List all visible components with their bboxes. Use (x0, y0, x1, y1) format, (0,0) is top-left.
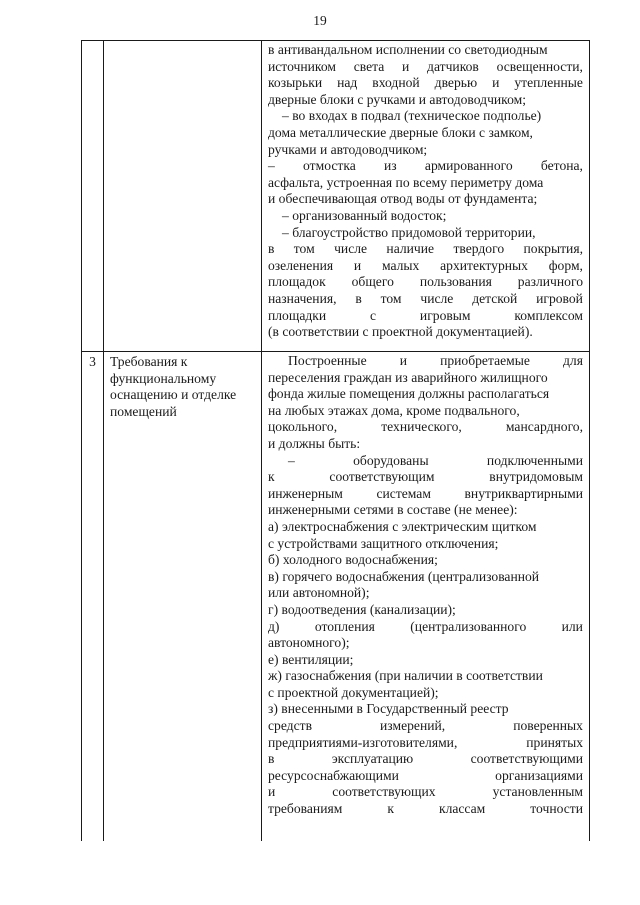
word: игровым (419, 307, 471, 323)
description-line: и обеспечивающая отвод воды от фундамента; (268, 191, 538, 207)
description-line: – организованный водосток; (282, 207, 447, 223)
description-line: автономного); (268, 635, 350, 651)
word: соответствующих (332, 784, 436, 800)
description-line (268, 469, 583, 486)
description-line: в) горячего водоснабжения (централизованной (268, 568, 540, 584)
description-line: дверные блоки с ручками и автодоводчиком; (268, 91, 527, 107)
description-line (268, 353, 583, 370)
description-line (268, 308, 583, 325)
description-cell (262, 352, 590, 842)
word: требованиям (268, 801, 343, 817)
word: системам (376, 485, 431, 501)
word: цокольного, (268, 419, 338, 435)
word: для (563, 353, 583, 368)
word: комплексом (514, 307, 583, 323)
word: организациями (495, 767, 583, 783)
description-line (268, 158, 583, 175)
word: поверенных (513, 718, 583, 734)
description-line (268, 291, 583, 308)
word: входной (372, 75, 420, 91)
word: назначения, (268, 290, 337, 306)
requirements-table (81, 40, 590, 841)
word: источником (268, 58, 336, 74)
requirement-line: оснащению и отделке (110, 387, 237, 403)
description-line (268, 59, 583, 76)
description-line (268, 718, 583, 735)
word: форм, (548, 257, 583, 273)
description-line (268, 784, 583, 801)
description-line: ж) газоснабжения (при наличии в соответствии (268, 668, 543, 684)
word: эксплуатацию (331, 751, 414, 767)
word: площадки (268, 307, 327, 323)
word: или (561, 618, 583, 634)
description-line: переселения граждан из аварийного жилищного (268, 369, 548, 385)
description-line: с устройствами защитного отключения; (268, 535, 499, 551)
description-line (268, 801, 583, 818)
word: твердого (453, 241, 505, 257)
description-line (268, 419, 583, 436)
word: наличие (386, 241, 435, 257)
word: Построенные (288, 353, 367, 368)
word: соответствующим (329, 469, 435, 485)
word: технического, (381, 419, 462, 435)
word: озеленения (268, 257, 334, 273)
word: и (492, 75, 500, 91)
description-line: или автономной); (268, 585, 370, 601)
description-line: дома металлические дверные блоки с замком, (268, 124, 533, 140)
word: соответствующими (470, 751, 583, 767)
description-line: з) внесенными в Государственный реестр (268, 701, 509, 717)
word: отмостка (303, 158, 356, 174)
word: освещенности, (496, 58, 583, 74)
word: дверью (434, 75, 478, 91)
word: измерений, (380, 718, 446, 734)
description-line (268, 453, 583, 470)
description-line (268, 486, 583, 503)
description-line: – благоустройство придомовой территории, (282, 224, 536, 240)
word: малых (381, 257, 420, 273)
word: к (268, 469, 275, 485)
word: общего (351, 274, 394, 290)
requirement-line: функциональному (110, 370, 217, 386)
word: ресурсоснабжающими (268, 767, 399, 783)
requirement-line: помещений (110, 403, 177, 419)
word: с (370, 307, 377, 323)
description-line: в антивандальном исполнении со светодиодным (268, 42, 548, 57)
requirement-line: Требования к (110, 354, 188, 369)
word: пользования (419, 274, 492, 290)
description-line (268, 75, 583, 92)
word: из (384, 158, 397, 174)
word: архитектурных (440, 257, 528, 273)
description-line: г) водоотведения (канализации); (268, 601, 456, 617)
word: предприятиями-изготовителями, (268, 734, 458, 750)
word: (централизованного (410, 618, 527, 634)
word: том (293, 241, 315, 257)
word: подключенными (486, 452, 583, 468)
description-line: фонда жилые помещения должны располагаться (268, 386, 550, 402)
table-row (82, 352, 590, 842)
description-line: асфальта, устроенная по всему периметру дома (268, 174, 544, 190)
word: в (268, 241, 275, 257)
page-number: 19 (313, 13, 327, 28)
word: – (288, 452, 295, 468)
word: и (353, 257, 362, 273)
word: и (268, 784, 276, 800)
description-line (268, 768, 583, 785)
word: в (355, 290, 362, 306)
word: внутриквартирными (464, 485, 583, 501)
word: инженерным (268, 485, 343, 501)
requirement-cell (104, 41, 262, 352)
word: – (268, 158, 275, 174)
word: числе (334, 241, 368, 257)
row-number-cell: 3 (82, 352, 104, 842)
table-row (82, 41, 590, 352)
word: том (380, 290, 402, 306)
description-cell (262, 41, 590, 352)
word: площадок (268, 274, 326, 290)
description-line: ручками и автодоводчиком; (268, 141, 428, 157)
description-line: инженерными сетями в составе (не менее): (268, 502, 518, 518)
word: мансардного, (505, 419, 583, 435)
word: отопления (314, 618, 375, 634)
word: света (353, 58, 385, 74)
word: датчиков (427, 58, 479, 74)
word: точности (530, 801, 583, 817)
description-line: (в соответствии с проектной документацией). (268, 324, 533, 340)
row-number-cell (82, 41, 104, 352)
description-line (268, 274, 583, 291)
word: внутридомовым (489, 469, 583, 485)
word: и (402, 58, 410, 74)
word: над (337, 75, 358, 91)
description-line (268, 619, 583, 636)
word: в (268, 751, 275, 767)
description-line (268, 735, 583, 752)
description-line (268, 241, 583, 258)
word: утепленные (514, 75, 583, 91)
word: игровой (536, 290, 583, 306)
word: бетона, (540, 158, 583, 174)
word: приобретаемые (440, 353, 530, 368)
description-line (268, 258, 583, 275)
description-line: б) холодного водоснабжения; (268, 552, 438, 568)
word: числе (420, 290, 454, 306)
word: оборудованы (353, 452, 429, 468)
description-line: – во входах в подвал (техническое подполье) (282, 108, 542, 124)
word: средств (268, 718, 312, 734)
requirement-cell (104, 352, 262, 842)
description-line (268, 751, 583, 768)
word: установленным (492, 784, 583, 800)
word: детской (472, 290, 518, 306)
description-line: а) электроснабжения с электрическим щитком (268, 518, 537, 534)
word: к (387, 801, 394, 817)
word: д) (268, 618, 280, 634)
description-line: на любых этажах дома, кроме подвального, (268, 402, 520, 418)
word: и (399, 353, 407, 368)
word: различного (517, 274, 583, 290)
word: покрытия, (523, 241, 583, 257)
description-line: и должны быть: (268, 435, 361, 451)
description-line: с проектной документацией); (268, 684, 439, 700)
word: козырьки (268, 75, 323, 91)
word: классам (438, 801, 486, 817)
description-line: е) вентиляции; (268, 651, 354, 667)
word: армированного (424, 158, 513, 174)
word: принятых (526, 734, 583, 750)
